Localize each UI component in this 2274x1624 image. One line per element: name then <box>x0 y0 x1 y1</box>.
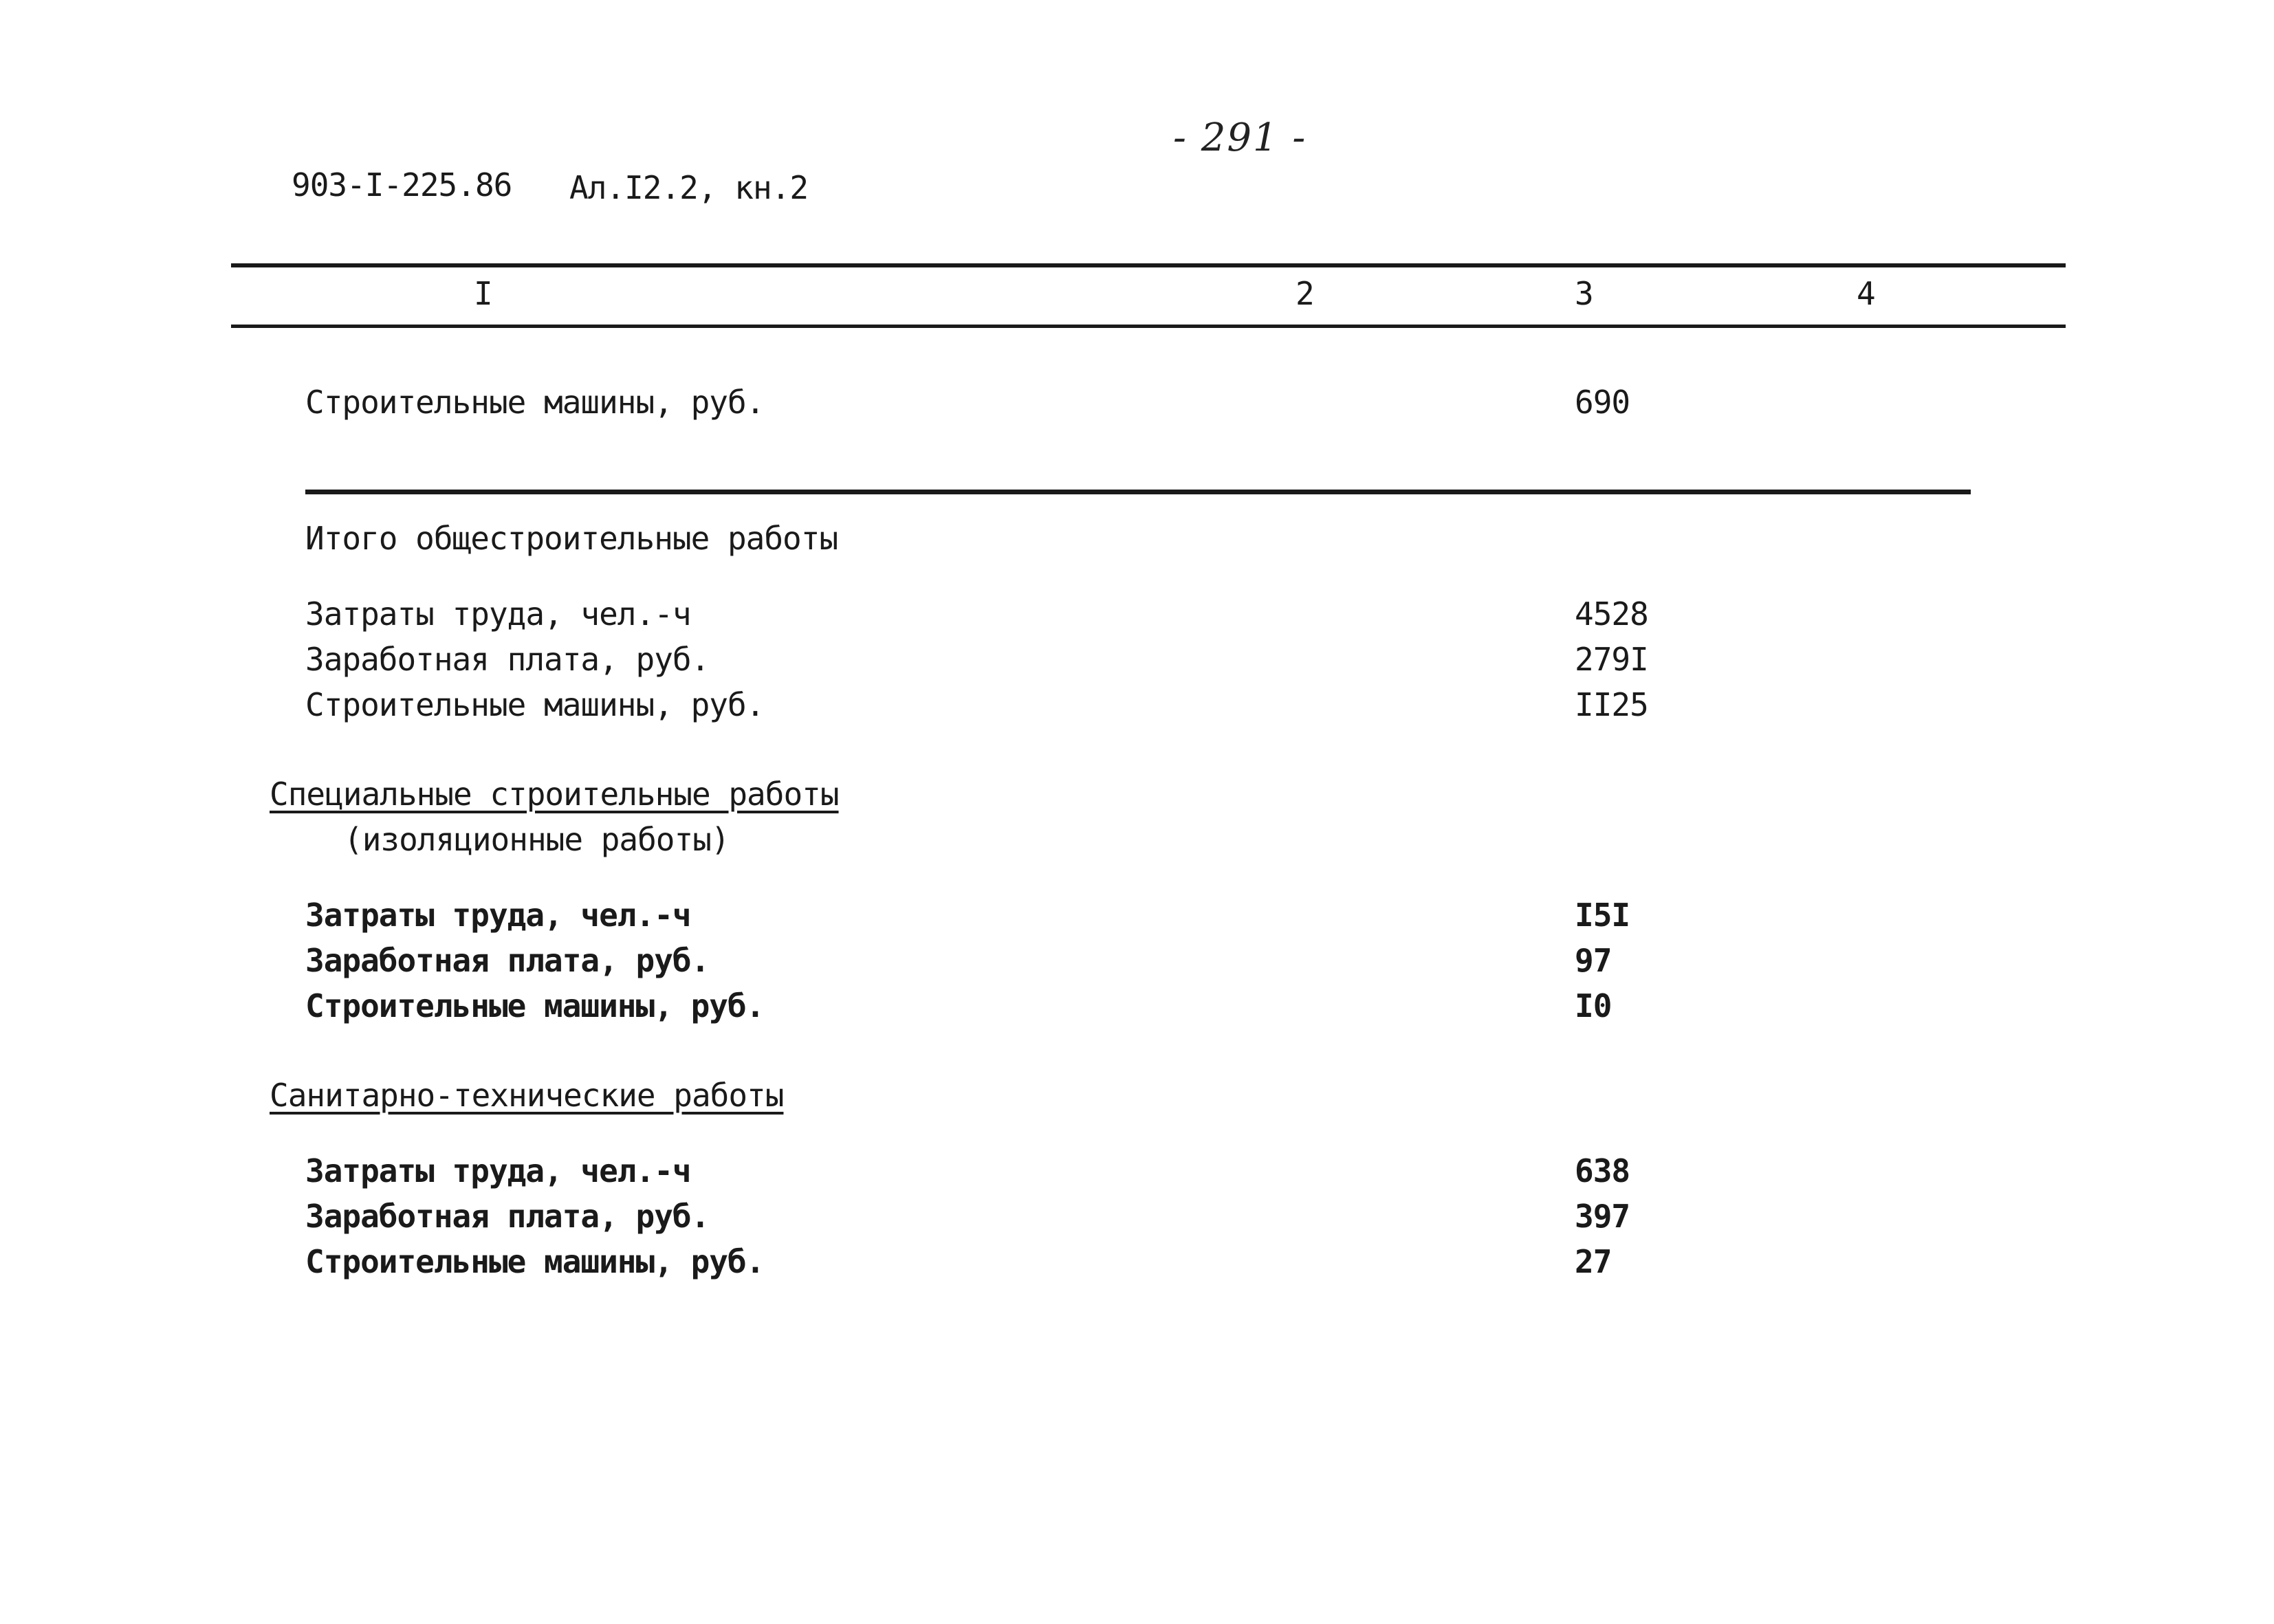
general-labor-value: 4528 <box>1575 595 1648 633</box>
sanitary-wages-label: Заработная плата, руб. <box>305 1198 710 1235</box>
special-machines-label: Строительные машины, руб. <box>305 987 765 1024</box>
general-machines-value: II25 <box>1575 686 1648 723</box>
row-machines-top-label: Строительные машины, руб. <box>305 384 765 421</box>
special-machines-value: I0 <box>1575 987 1612 1024</box>
special-wages-label: Заработная плата, руб. <box>305 942 710 979</box>
general-works-title: Итого общестроительные работы <box>305 520 838 557</box>
sanitary-labor-label: Затраты труда, чел.-ч <box>305 1152 691 1189</box>
special-wages-value: 97 <box>1575 942 1612 979</box>
sanitary-machines-value: 27 <box>1575 1243 1612 1280</box>
doc-code: 903-I-225.86 <box>292 166 512 204</box>
general-wages-label: Заработная плата, руб. <box>305 641 710 678</box>
table-top-rule <box>231 263 2066 267</box>
special-works-title: Специальные строительные работы <box>270 776 839 813</box>
column-header-4: 4 <box>1857 275 1876 312</box>
section-divider-rule <box>305 490 1971 494</box>
general-labor-label: Затраты труда, чел.-ч <box>305 595 691 633</box>
column-header-2: 2 <box>1295 275 1315 312</box>
sanitary-wages-value: 397 <box>1575 1198 1630 1235</box>
row-machines-top-value: 690 <box>1575 384 1630 421</box>
special-labor-value: I5I <box>1575 897 1630 934</box>
general-wages-value: 279I <box>1575 641 1648 678</box>
column-header-3: 3 <box>1575 275 1594 312</box>
special-works-subtitle: (изоляционные работы) <box>344 821 730 858</box>
sanitary-labor-value: 638 <box>1575 1152 1630 1189</box>
album-reference: Ал.I2.2, кн.2 <box>569 169 809 206</box>
sanitary-machines-label: Строительные машины, руб. <box>305 1243 765 1280</box>
special-labor-label: Затраты труда, чел.-ч <box>305 897 691 934</box>
sanitary-works-title: Санитарно-технические работы <box>270 1077 784 1114</box>
page-number: - 291 - <box>1173 116 1307 160</box>
table-header-rule <box>231 325 2066 328</box>
general-machines-label: Строительные машины, руб. <box>305 686 765 723</box>
column-header-1: I <box>474 275 493 312</box>
